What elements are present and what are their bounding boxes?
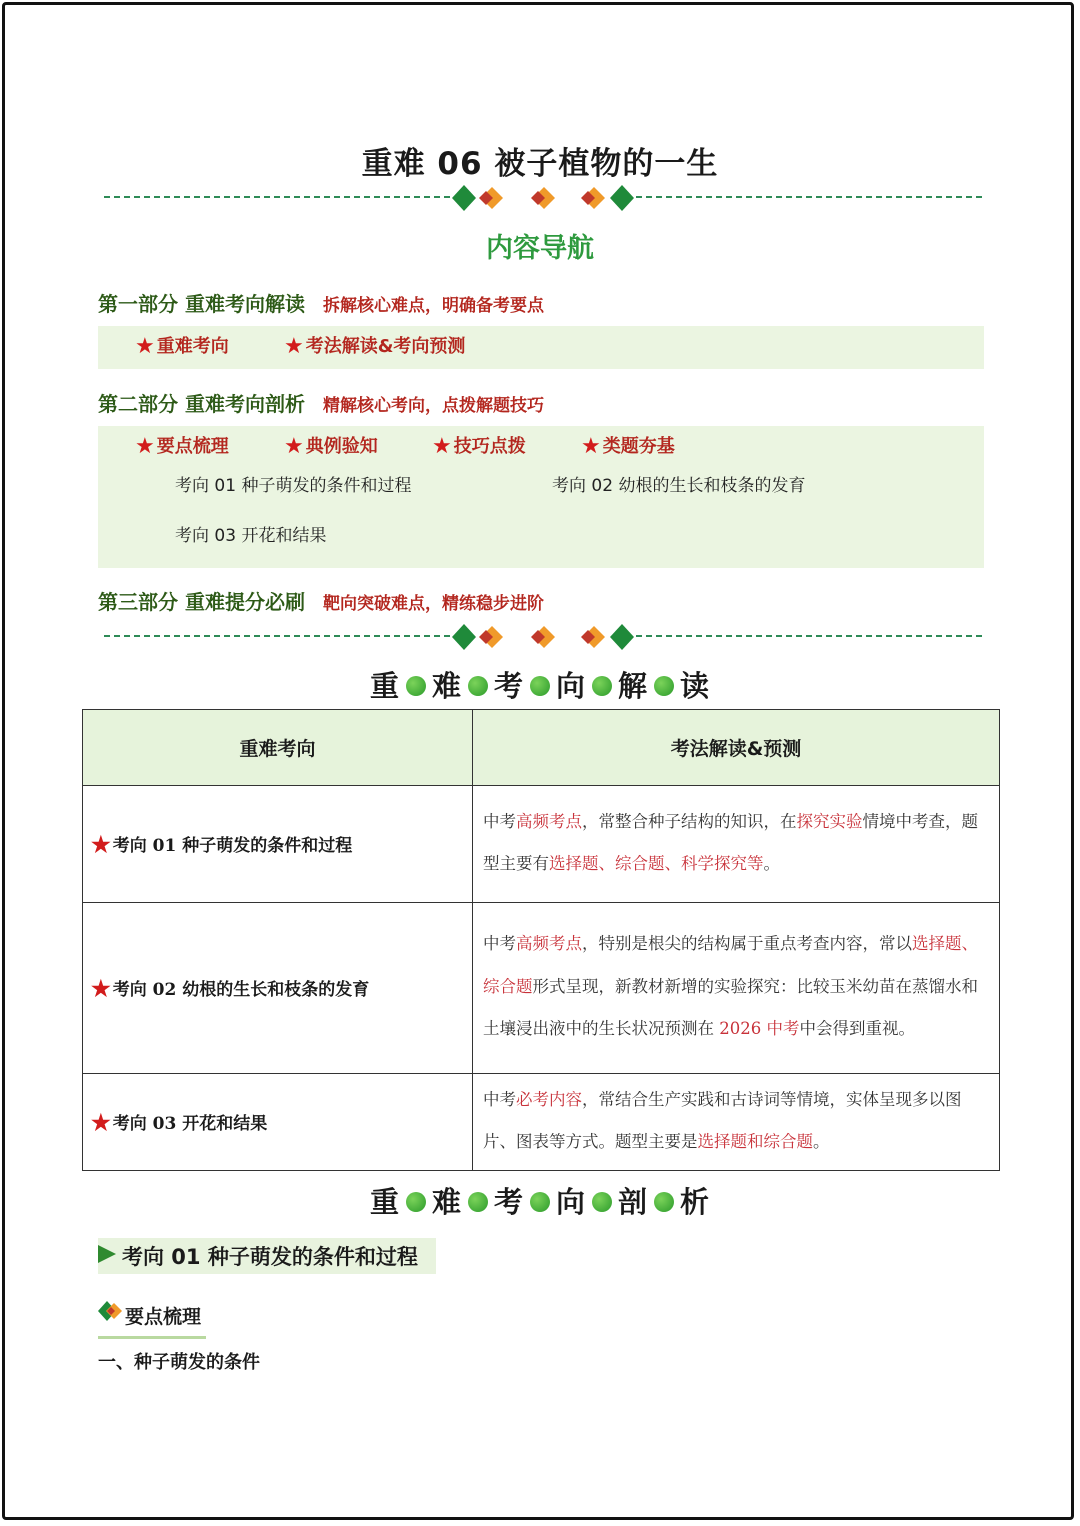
- description-cell: [473, 903, 1000, 1074]
- table-row: [83, 786, 1000, 903]
- green-dot-icon: [406, 676, 426, 696]
- part1-subtitle: 拆解核心难点，明确备考要点: [322, 296, 544, 316]
- star-icon: ★: [284, 334, 304, 359]
- star-icon: ★: [91, 1109, 111, 1136]
- section-heading-interpret: 重 难 考 向 解 读: [369, 669, 711, 703]
- section-heading-analysis: 重 难 考 向 剖 析: [369, 1185, 711, 1219]
- highlight-text: 选择题、综合题、科学探究等: [549, 854, 764, 873]
- part1-band: [98, 326, 984, 369]
- green-dot-icon: [468, 1192, 488, 1212]
- description-text: 情境中考查，题型主要有: [483, 811, 978, 873]
- ornament-divider: [104, 622, 982, 652]
- diamond-ornament-icon: [452, 622, 634, 652]
- part1-tag[interactable]: ★ 考法解读&考向预测: [284, 334, 466, 359]
- direction-table: [82, 709, 1000, 1171]
- description-text: 中考: [483, 934, 516, 954]
- nav-link-direction-02[interactable]: 考向 02 幼根的生长和枝条的发育: [552, 476, 806, 496]
- description-cell: [473, 786, 1000, 903]
- part1-title: 第一部分 重难考向解读: [98, 292, 305, 316]
- highlight-text: 2026 中考: [719, 1019, 800, 1039]
- sub-heading: 一、种子萌发的条件: [98, 1352, 260, 1373]
- part3-title: 第三部分 重难提分必刷: [98, 590, 305, 614]
- table-header-row: [83, 710, 1000, 786]
- key-points-heading: 要点梳理: [98, 1298, 206, 1342]
- green-dot-icon: [530, 676, 550, 696]
- direction-cell: ★ 考向 02 幼根的生长和枝条的发育: [83, 903, 473, 1074]
- description-text: 。: [813, 1132, 830, 1151]
- description-text: 中考: [483, 1089, 516, 1109]
- description-text: 中考: [483, 811, 516, 831]
- highlight-text: 选择题和综合题: [697, 1132, 813, 1151]
- star-icon: ★: [135, 434, 155, 459]
- document-title: 重难 06 被子植物的一生: [361, 146, 719, 182]
- star-icon: ★: [284, 434, 304, 459]
- star-icon: ★: [91, 975, 111, 1002]
- nav-link-direction-03[interactable]: 考向 03 开花和结果: [175, 526, 327, 546]
- table-row: [83, 1074, 1000, 1171]
- part2-tag[interactable]: ★ 要点梳理: [135, 434, 229, 459]
- star-icon: ★: [135, 334, 155, 359]
- description-text: ，特别是根尖的结构属于重点考查内容，常以: [582, 934, 912, 954]
- green-dot-icon: [406, 1192, 426, 1212]
- green-dot-icon: [654, 676, 674, 696]
- part1-heading: [98, 288, 544, 317]
- green-dot-icon: [592, 676, 612, 696]
- table-header: 重难考向: [83, 710, 473, 786]
- green-dot-icon: [468, 676, 488, 696]
- triangle-icon: [98, 1245, 116, 1263]
- part2-title: 第二部分 重难考向剖析: [98, 392, 305, 416]
- green-dot-icon: [592, 1192, 612, 1212]
- green-dot-icon: [654, 1192, 674, 1212]
- description-text: ，常结合生产实践和古诗词等情境，实体呈现多以图片、图表等方式。题型主要是: [483, 1089, 962, 1151]
- direction-cell: ★ 考向 03 开花和结果: [83, 1074, 473, 1171]
- part3-subtitle: 靶向突破难点，精练稳步进阶: [322, 594, 544, 614]
- highlight-text: 选择题、综合题: [483, 934, 978, 996]
- green-dot-icon: [530, 1192, 550, 1212]
- direction-header-title: 考向 01 种子萌发的条件和过程: [122, 1245, 418, 1269]
- description-cell: [473, 1074, 1000, 1171]
- nav-link-direction-01[interactable]: 考向 01 种子萌发的条件和过程: [175, 476, 412, 496]
- diamond-icon: [98, 1300, 124, 1322]
- description-text: 。: [763, 854, 780, 873]
- direction-cell: ★ 考向 01 种子萌发的条件和过程: [83, 786, 473, 903]
- highlight-text: 高频考点: [516, 811, 582, 831]
- diamond-ornament-icon: [452, 183, 634, 213]
- part3-heading: [98, 586, 544, 615]
- star-icon: ★: [432, 434, 452, 459]
- highlight-text: 高频考点: [516, 934, 582, 954]
- part2-subtitle: 精解核心考向，点拨解题技巧: [322, 396, 544, 416]
- description-text: ，常整合种子结构的知识，在: [582, 811, 797, 831]
- nav-title: 内容导航: [486, 233, 594, 264]
- ornament-divider: [104, 183, 982, 213]
- part2-tag[interactable]: ★ 典例验知: [284, 434, 378, 459]
- direction-header: [98, 1238, 436, 1274]
- table-row: [83, 903, 1000, 1074]
- part2-band: [98, 426, 984, 568]
- part2-tag[interactable]: ★ 类题夯基: [581, 434, 675, 459]
- highlight-text: 探究实验: [796, 811, 863, 831]
- part2-tag[interactable]: ★ 技巧点拨: [432, 434, 526, 459]
- star-icon: ★: [581, 434, 601, 459]
- description-text: 形式呈现，新教材新增的实验探究：比较玉米幼苗在蒸馏水和土壤浸出液中的生长状况预测在: [483, 976, 978, 1039]
- star-icon: ★: [91, 831, 111, 858]
- table-header: 考法解读&预测: [473, 710, 1000, 786]
- part2-heading: [98, 388, 544, 417]
- highlight-text: 必考内容: [516, 1089, 582, 1109]
- description-text: 中会得到重视。: [799, 1019, 915, 1039]
- part1-tag[interactable]: ★ 重难考向: [135, 334, 229, 359]
